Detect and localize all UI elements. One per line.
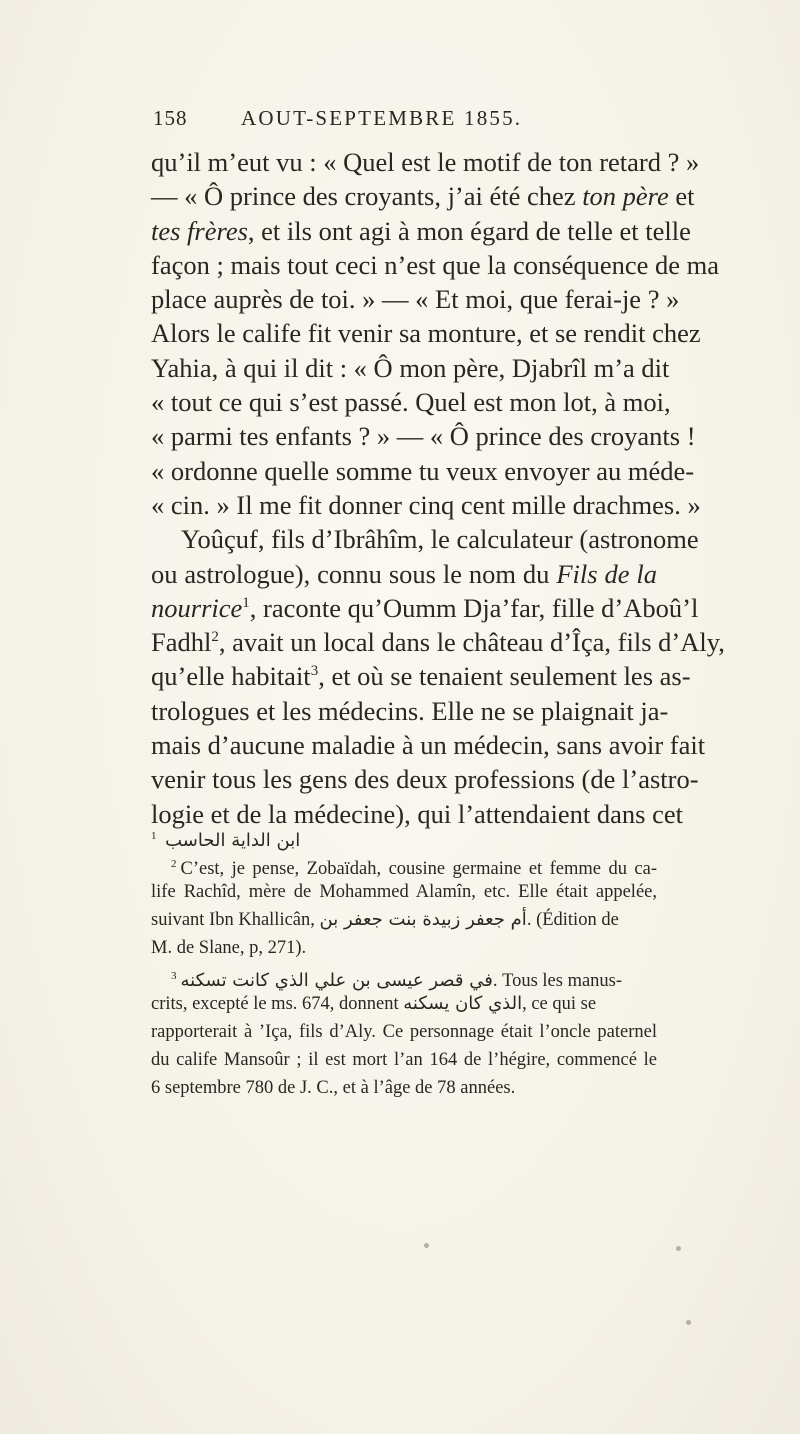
- text-line: qu’il m’eut vu : « Quel est le motif de ton retard ? »: [151, 147, 700, 177]
- text-line: « cin. » Il me fit donner cinq cent mille drachmes. »: [151, 489, 701, 520]
- text-line: « tout ce qui s’est passé. Quel est mon lot, à moi,: [151, 387, 671, 418]
- note-ref: 2: [211, 629, 219, 646]
- footnote-line: life Rachîd, mère de Mohammed Alamîn, etc. Elle était appelée,: [151, 882, 657, 902]
- text-line: qu’elle habitait$^3$, et où se tenaient seulement les as-: [151, 661, 691, 692]
- text-line: Yahia, à qui il dit : « Ô mon père, Djabrîl m’a dit: [151, 352, 670, 383]
- text-line: Alors le calife fit venir sa monture, et se rendit chez: [151, 318, 701, 349]
- arabic-text: أم جعفر زبيدة بنت جعفر بن: [319, 909, 527, 930]
- paper-speck: [424, 1243, 429, 1248]
- footnote-number: 2: [171, 858, 177, 870]
- text-line: Fadhl$^2$, avait un local dans le château d’Îça, fils d’Aly,: [151, 627, 725, 658]
- paper-speck: [676, 1246, 681, 1251]
- arabic-text: في قصر عيسى بن علي الذي كانت تسكنه: [180, 970, 493, 991]
- italic-phrase: ton père: [582, 181, 669, 212]
- italic-phrase: tes frères: [151, 215, 248, 246]
- footnote-2: $^2$ C’est, je pense, Zobaïdah, cousine germaine et femme du ca-: [171, 858, 657, 879]
- text-line: ou astrologue), connu sous le nom du Fils de la: [151, 558, 657, 589]
- footnotes: [151, 822, 657, 1102]
- arabic-text: الذي كان يسكنه: [403, 993, 523, 1014]
- page-number: 158: [153, 106, 188, 130]
- text-line: venir tous les gens des deux professions (de l’astro-: [151, 764, 699, 795]
- page-header: [153, 106, 653, 136]
- italic-phrase: Fils de la: [556, 558, 657, 589]
- footnote-line: crits, excepté le ms. 674, donnent الذي كان يسكنه, ce qui se: [151, 993, 597, 1014]
- text-line: logie et de la médecine), qui l’attendaient dans cet: [151, 798, 683, 829]
- footnote-number: 1: [151, 830, 157, 842]
- text-line: façon ; mais tout ceci n’est que la conséquence de ma: [151, 249, 720, 280]
- note-ref: 1: [242, 595, 250, 612]
- text-line: mais d’aucune maladie à un médecin, sans avoir fait: [151, 730, 706, 761]
- text-line: — « Ô prince des croyants, j’ai été chez ton père et: [151, 181, 695, 212]
- text-line: trologues et les médecins. Elle ne se plaignait ja-: [151, 695, 669, 726]
- italic-phrase: nourrice: [151, 592, 243, 623]
- paper-speck: [686, 1320, 691, 1325]
- footnote-line: 6 septembre 780 de J. C., et à l’âge de 78 années.: [151, 1078, 516, 1098]
- text-line: place auprès de toi. » — « Et moi, que ferai-je ? »: [151, 284, 680, 315]
- footnote-line: du calife Mansoûr ; il est mort l’an 164 de l’hégire, commencé le: [151, 1050, 657, 1070]
- footnote-line: M. de Slane, p, 271).: [151, 938, 307, 958]
- footnote-3: $^3$ في قصر عيسى بن علي الذي كانت تسكنه. Tous les manus-: [171, 970, 623, 991]
- text-line: « parmi tes enfants ? » — « Ô prince des croyants !: [151, 421, 696, 452]
- text-line: Yoûçuf, fils d’Ibrâhîm, le calculateur (astronome: [181, 524, 699, 555]
- footnote-1: [151, 822, 657, 850]
- text-line: nourrice$^1$, raconte qu’Oumm Dja’far, fille d’Aboû’l: [151, 592, 699, 623]
- footnote-line: rapporterait à ’Iça, fils d’Aly. Ce personnage était l’oncle paternel: [151, 1022, 657, 1042]
- running-title: AOUT-SEPTEMBRE 1855.: [241, 106, 523, 130]
- text-line: tes frères, et ils ont agi à mon égard de telle et telle: [151, 215, 691, 246]
- text-line: « ordonne quelle somme tu veux envoyer au méde-: [151, 455, 695, 486]
- note-ref: 3: [310, 663, 319, 680]
- footnote-line: suivant Ibn Khallicân, أم جعفر زبيدة بنت جعفر بن. (Édition de: [151, 909, 619, 930]
- footnote-number: 3: [171, 970, 177, 982]
- main-text: [151, 145, 725, 831]
- arabic-text: ابن الداية الحاسب: [165, 830, 301, 851]
